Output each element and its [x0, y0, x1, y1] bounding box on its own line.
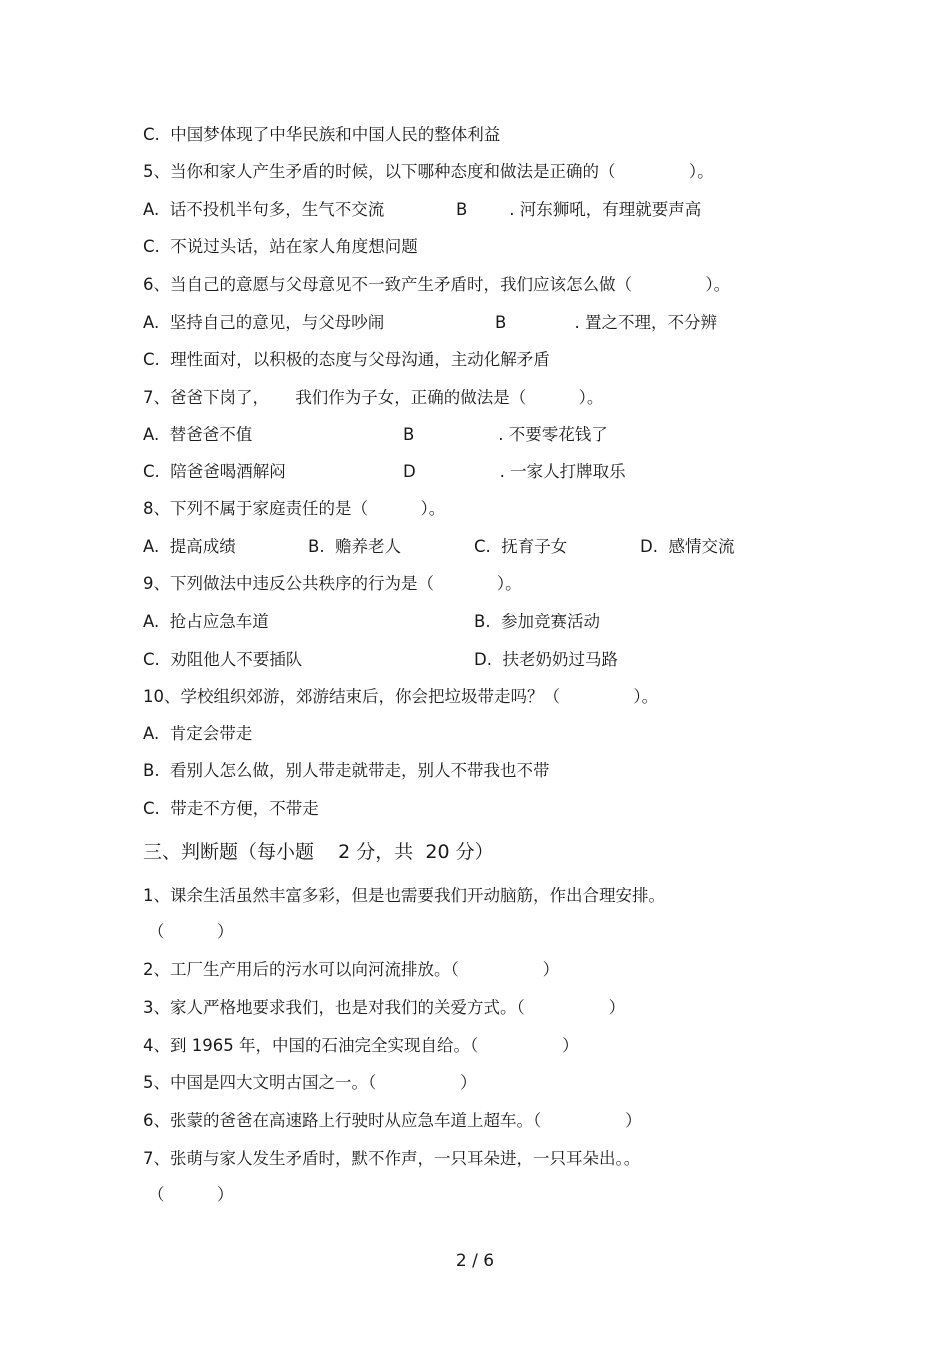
q5-option-c: C. 不说过头话，站在家人角度想问题: [143, 237, 418, 256]
judge-item-1-blank: （ ）: [148, 922, 234, 941]
q8-option-a: A. 提高成绩: [143, 537, 236, 556]
q7-option-c: C. 陪爸爸喝酒解闷: [143, 462, 286, 481]
q8-option-b: B. 赡养老人: [308, 537, 402, 556]
q8-option-d: D. 感情交流: [640, 537, 735, 556]
question-6-stem: 6、当自己的意愿与父母意见不一致产生矛盾时，我们应该怎么做（ ）。: [143, 275, 731, 294]
question-7-stem: 7、爸爸下岗了， 我们作为子女，正确的做法是（ ）。: [143, 388, 604, 407]
judge-item-6: 6、张蒙的爸爸在高速路上行驶时从应急车道上超车。（ ）: [143, 1111, 642, 1130]
question-8-stem: 8、下列不属于家庭责任的是（ ）。: [143, 499, 446, 518]
q9-option-d: D. 扶老奶奶过马路: [474, 650, 618, 669]
q10-option-c: C. 带走不方便，不带走: [143, 799, 319, 818]
judge-item-4: 4、到 1965 年，中国的石油完全实现自给。（ ）: [143, 1036, 579, 1055]
judge-item-2: 2、工厂生产用后的污水可以向河流排放。（ ）: [143, 960, 560, 979]
q6-option-b: B . 置之不理，不分辨: [495, 313, 717, 332]
q6-option-c: C. 理性面对，以积极的态度与父母沟通，主动化解矛盾: [143, 350, 550, 369]
q5-option-b: B . 河东狮吼，有理就要声高: [456, 200, 702, 219]
q6-option-a: A. 坚持自己的意见，与父母吵闹: [143, 313, 385, 332]
q10-option-b: B. 看别人怎么做，别人带走就带走，别人不带我也不带: [143, 761, 550, 780]
page-number: 2 / 6: [455, 1251, 495, 1271]
q4-option-c: C. 中国梦体现了中华民族和中国人民的整体利益: [143, 125, 501, 144]
section-3-title: 三、判断题（每小题 2 分，共 20 分）: [143, 841, 494, 863]
q10-option-a: A. 肯定会带走: [143, 724, 253, 743]
judge-item-5: 5、中国是四大文明古国之一。（ ）: [143, 1073, 477, 1092]
question-10-stem: 10、学校组织郊游，郊游结束后，你会把垃圾带走吗？（ ）。: [143, 687, 659, 706]
judge-item-3: 3、家人严格地要求我们，也是对我们的关爱方式。（ ）: [143, 998, 626, 1017]
judge-item-1: 1、课余生活虽然丰富多彩，但是也需要我们开动脑筋，作出合理安排。: [143, 886, 665, 905]
q7-option-b: B . 不要零花钱了: [403, 425, 608, 444]
question-9-stem: 9、下列做法中违反公共秩序的行为是（ ）。: [143, 574, 522, 593]
judge-item-7-blank: （ ）: [148, 1185, 234, 1204]
q5-option-a: A. 话不投机半句多，生气不交流: [143, 200, 385, 219]
q7-option-a: A. 替爸爸不值: [143, 425, 253, 444]
q9-option-c: C. 劝阻他人不要插队: [143, 650, 303, 669]
judge-item-7: 7、张萌与家人发生矛盾时，默不作声，一只耳朵进，一只耳朵出。。: [143, 1149, 641, 1168]
q8-option-c: C. 抚育子女: [474, 537, 568, 556]
q7-option-d: D . 一家人打牌取乐: [403, 462, 626, 481]
q9-option-a: A. 抢占应急车道: [143, 612, 269, 631]
question-5-stem: 5、当你和家人产生矛盾的时候，以下哪种态度和做法是正确的（ ）。: [143, 162, 714, 181]
q9-option-b: B. 参加竞赛活动: [474, 612, 601, 631]
